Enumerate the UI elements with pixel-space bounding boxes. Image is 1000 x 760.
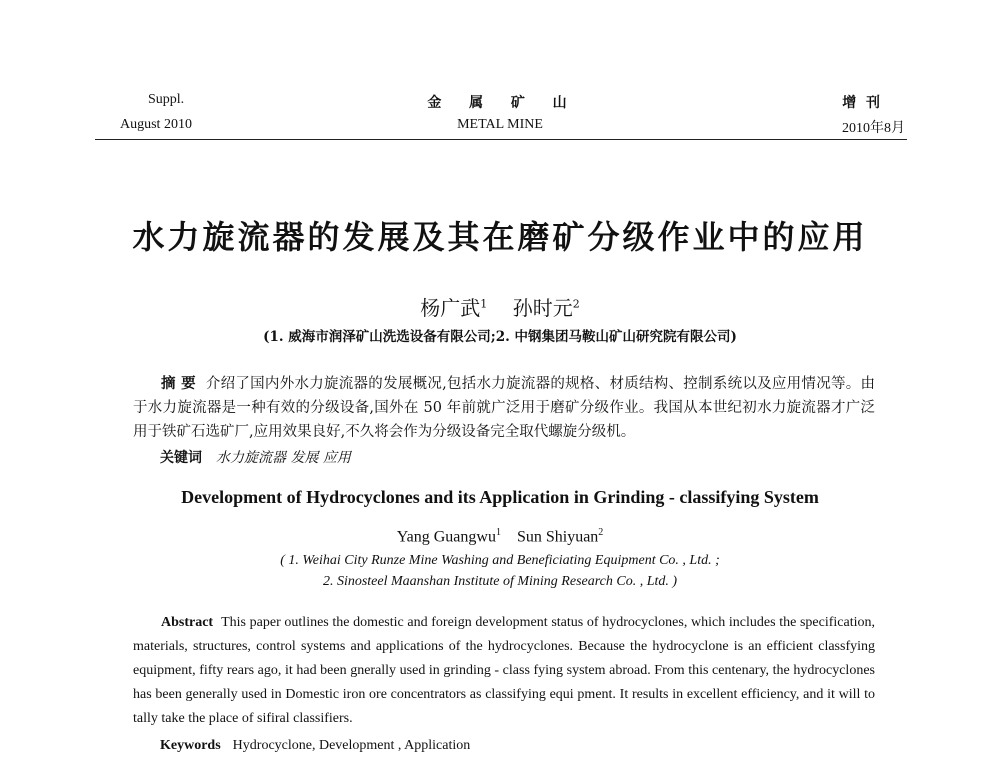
article-title-cn: 水力旋流器的发展及其在磨矿分级作业中的应用: [132, 218, 868, 256]
author-1-sup-en: 1: [495, 527, 501, 538]
author-2-cn: 孙时元: [512, 296, 573, 320]
author-1-en: Yang Guangwu: [396, 528, 496, 546]
abstract-text-cn: 介绍了国内外水力旋流器的发展概况,包括水力旋流器的规格、材质结构、控制系统以及应用情况等。由于水力旋流器是一种有效的分级设备,国外在 50 年前就广泛用于磨矿分级作业。我国从本世纪初水力旋流器才广泛用于铁矿石选矿厂,应用效果良好,不久将会作为分级设备完全取代螺旋分级机。: [133, 376, 875, 440]
keywords-en: [160, 738, 470, 754]
abstract-text-en: This paper outlines the domestic and foreign development status of hydrocyclones, which includes the specification, materials, structures, control systems and applications of the hydrocyclones. Because the hydrocyclone is an efficient classfying equipment, fifty rears ago, it had been gnerally used in grinding - class fying system abroad. From this centenary, the hydrocyclones has been generally used in Domestic iron ore concentrators as classifying equi pment. It results in excellent efficiency, and it will to tally take the place of sifiral classifiers.: [133, 615, 875, 726]
abstract-cn: [133, 372, 875, 444]
author-1-sup-cn: 1: [480, 297, 488, 311]
article-title-en: Development of Hydrocyclones and its Application in Grinding - classifying System: [181, 487, 819, 507]
keywords-cn: [160, 447, 351, 467]
authors-cn: [0, 292, 1000, 321]
author-2-sup-cn: 2: [572, 297, 580, 311]
header-left-top: Suppl.: [148, 92, 185, 107]
authors-en: [0, 527, 1000, 546]
abstract-label-en: Abstract: [161, 615, 214, 630]
affiliation-cn: (1. 威海市润泽矿山洗选设备有限公司;2. 中钢集团马鞍山矿山研究院有限公司): [263, 329, 737, 345]
keywords-label-cn: 关键词: [160, 450, 202, 466]
author-2-en: Sun Shiyuan: [516, 528, 599, 546]
keywords-text-en: Hydrocyclone, Development , Application: [232, 738, 471, 753]
header-rule: [95, 139, 907, 140]
abstract-en: [133, 611, 875, 731]
header-left-bottom: August 2010: [120, 117, 192, 132]
keywords-label-en: Keywords: [160, 738, 221, 753]
keywords-text-cn: 水力旋流器 发展 应用: [216, 450, 351, 466]
journal-name-en: METAL MINE: [457, 117, 543, 132]
header-right-top: 增 刊: [842, 95, 880, 111]
author-1-cn: 杨广武: [420, 296, 481, 320]
author-2-sup-en: 2: [598, 527, 604, 538]
affiliation-en-line1: ( 1. Weihai City Runze Mine Washing and Beneficiating Equipment Co. , Ltd. ;: [280, 553, 720, 568]
abstract-label-cn: 摘 要: [161, 375, 196, 392]
journal-name-cn: 金 属 矿 山: [427, 95, 573, 111]
header-right-bottom: 2010年8月: [842, 121, 905, 136]
affiliation-en-line2: 2. Sinosteel Maanshan Institute of Mining Research Co. , Ltd. ): [322, 574, 678, 589]
